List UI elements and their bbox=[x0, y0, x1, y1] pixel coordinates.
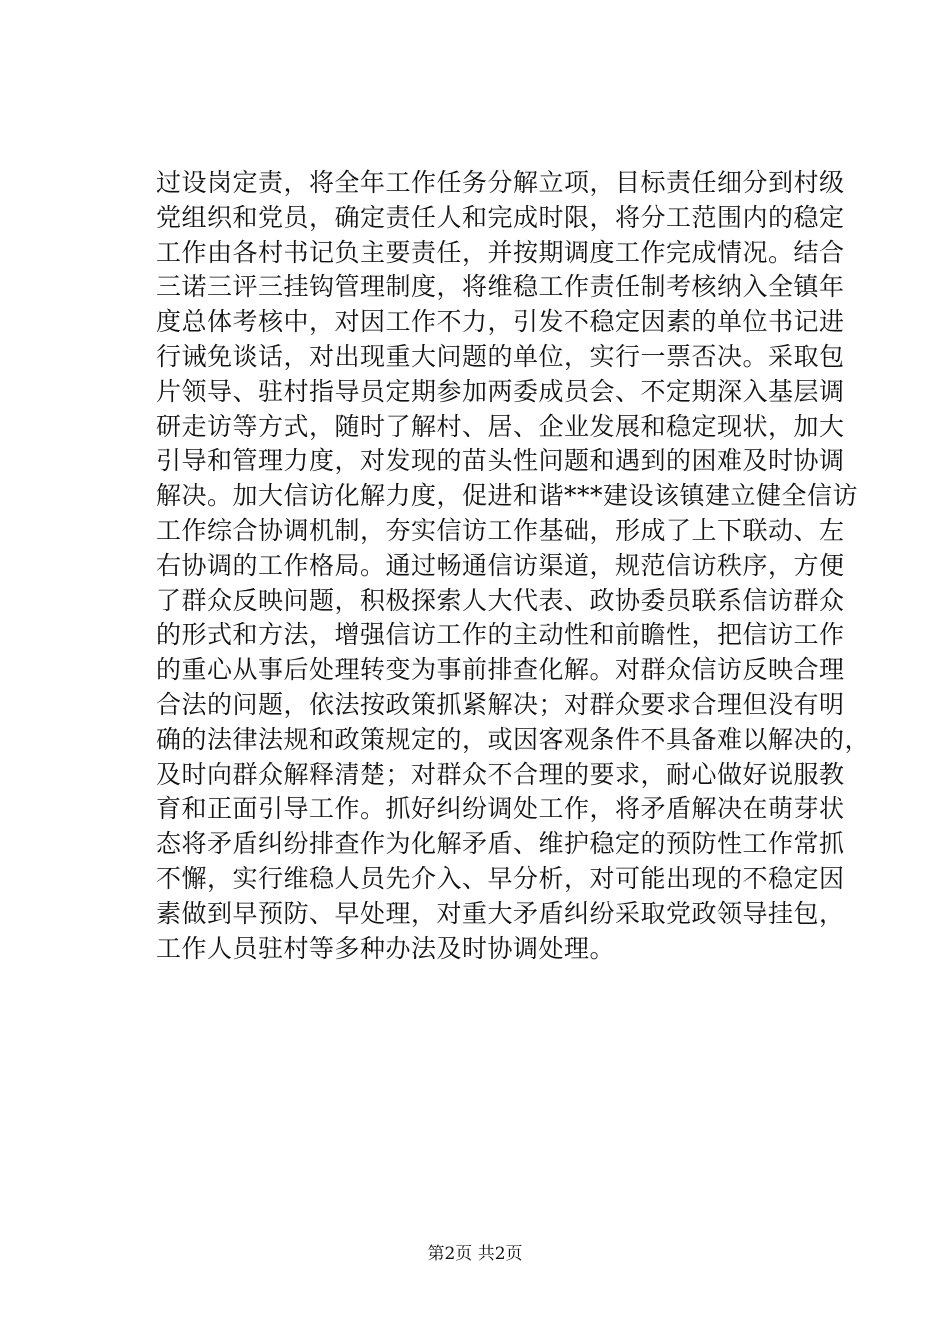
page-number-footer: 第2页 共2页 bbox=[427, 1244, 523, 1264]
text-line: 行诫免谈话，对出现重大问题的单位，实行一票否决。采取包 bbox=[156, 341, 845, 371]
text-line: 态将矛盾纠纷排查作为化解矛盾、维护稳定的预防性工作常抓 bbox=[156, 829, 845, 859]
text-line: 工作综合协调机制，夯实信访工作基础，形成了上下联动、左 bbox=[156, 515, 845, 545]
text-line: 右协调的工作格局。通过畅通信访渠道，规范信访秩序，方便 bbox=[156, 550, 845, 580]
text-line: 的重心从事后处理转变为事前排查化解。对群众信访反映合理 bbox=[156, 655, 845, 685]
text-line: 研走访等方式，随时了解村、居、企业发展和稳定现状，加大 bbox=[156, 411, 845, 441]
text-line: 的形式和方法，增强信访工作的主动性和前瞻性，把信访工作 bbox=[156, 620, 845, 650]
text-line: 片领导、驻村指导员定期参加两委成员会、不定期深入基层调 bbox=[156, 376, 845, 406]
text-line: 引导和管理力度，对发现的苗头性问题和遇到的困难及时协调 bbox=[156, 446, 845, 476]
text-line: 及时向群众解释清楚；对群众不合理的要求，耐心做好说服教 bbox=[156, 759, 845, 789]
text-line: 解决。加大信访化解力度，促进和谐***建设该镇建立健全信访 bbox=[156, 481, 859, 511]
text-line: 三诺三评三挂钩管理制度，将维稳工作责任制考核纳入全镇年 bbox=[156, 272, 845, 302]
text-line: 确的法律法规和政策规定的，或因客观条件不具备难以解决的， bbox=[156, 724, 871, 754]
body-paragraph bbox=[156, 166, 871, 966]
text-line: 过设岗定责，将全年工作任务分解立项，目标责任细分到村级 bbox=[156, 168, 845, 197]
text-line: 素做到早预防、早处理，对重大矛盾纠纷采取党政领导挂包， bbox=[156, 898, 845, 928]
text-line: 工作人员驻村等多种办法及时协调处理。 bbox=[156, 933, 616, 963]
text-line: 党组织和党员，确定责任人和完成时限，将分工范围内的稳定 bbox=[156, 202, 845, 232]
text-line: 育和正面引导工作。抓好纠纷调处工作，将矛盾解决在萌芽状 bbox=[156, 794, 845, 824]
text-line: 合法的问题，依法按政策抓紧解决；对群众要求合理但没有明 bbox=[156, 689, 845, 719]
text-line: 了群众反映问题，积极探索人大代表、政协委员联系信访群众 bbox=[156, 585, 845, 615]
text-line: 工作由各村书记负主要责任，并按期调度工作完成情况。结合 bbox=[156, 237, 845, 267]
text-line: 不懈，实行维稳人员先介入、早分析，对可能出现的不稳定因 bbox=[156, 863, 845, 893]
text-line: 度总体考核中，对因工作不力，引发不稳定因素的单位书记进 bbox=[156, 307, 845, 337]
